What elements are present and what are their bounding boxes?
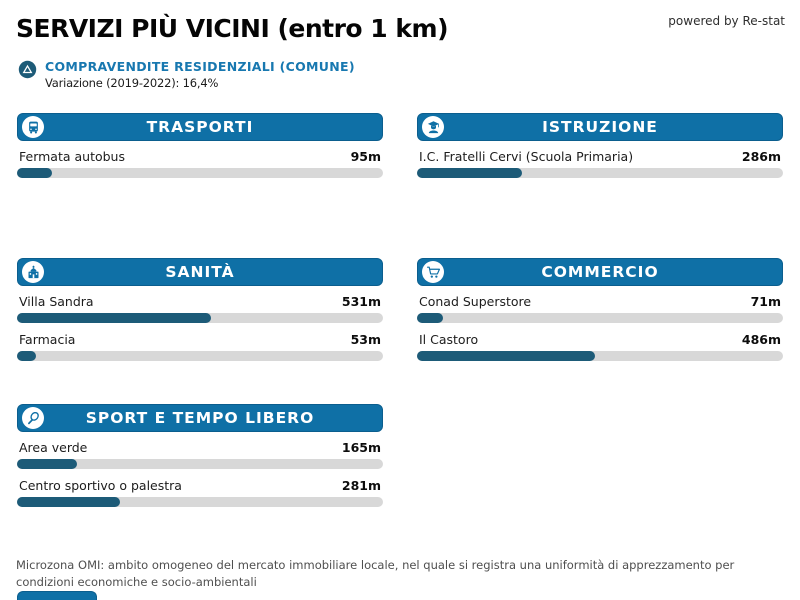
service-label: Conad Superstore <box>419 294 532 309</box>
service-label: I.C. Fratelli Cervi (Scuola Primaria) <box>419 149 634 164</box>
distance-bar-fill <box>17 313 211 323</box>
powered-by-label: powered by Re-stat <box>668 14 785 28</box>
distance-bar-fill <box>17 168 52 178</box>
racket-icon <box>22 407 44 429</box>
panel-items <box>17 141 383 178</box>
distance-bar-track <box>17 497 383 507</box>
distance-bar-track <box>17 168 383 178</box>
hospital-icon <box>22 261 44 283</box>
service-item <box>417 149 783 178</box>
service-label: Villa Sandra <box>19 294 94 309</box>
panel-trasporti <box>17 113 383 178</box>
distance-bar-track <box>417 351 783 361</box>
distance-bar-fill <box>417 168 522 178</box>
distance-value: 95m <box>350 149 381 164</box>
bus-icon <box>22 116 44 138</box>
distance-bar-track <box>417 168 783 178</box>
microzona-note: Microzona OMI: ambito omogeneo del mercato immobiliare locale, nel quale si registra una uniformità di apprezzamento per condizioni economiche e socio-ambientali <box>16 558 735 589</box>
delta-up-icon <box>18 60 37 79</box>
panel-items <box>417 286 783 361</box>
distance-value: 53m <box>350 332 381 347</box>
service-label: Area verde <box>19 440 88 455</box>
page-title: SERVIZI PIÙ VICINI (entro 1 km) <box>16 14 449 43</box>
panel-title: TRASPORTI <box>146 118 254 136</box>
service-label: Fermata autobus <box>19 149 125 164</box>
subheader-text <box>45 59 355 90</box>
panel-sanita <box>17 258 383 361</box>
service-item <box>17 294 383 323</box>
distance-bar-track <box>417 313 783 323</box>
distance-bar-track <box>17 313 383 323</box>
distance-bar-fill <box>17 497 120 507</box>
service-item <box>17 332 383 361</box>
service-label: Farmacia <box>19 332 76 347</box>
distance-bar-track <box>17 459 383 469</box>
panel-header <box>417 113 783 141</box>
cutoff-panel-header <box>17 591 97 600</box>
panel-title: SPORT E TEMPO LIBERO <box>85 409 315 427</box>
service-item <box>17 149 383 178</box>
panel-header <box>17 404 383 432</box>
distance-bar-fill <box>17 351 36 361</box>
service-label: Centro sportivo o palestra <box>19 478 182 493</box>
distance-value: 531m <box>341 294 381 309</box>
panel-istruzione <box>417 113 783 178</box>
panel-items <box>417 141 783 178</box>
distance-value: 71m <box>750 294 781 309</box>
panel-items <box>17 286 383 361</box>
distance-value: 486m <box>741 332 781 347</box>
compravendite-subheader <box>18 59 355 90</box>
graduate-icon <box>422 116 444 138</box>
distance-value: 165m <box>341 440 381 455</box>
compravendite-label: COMPRAVENDITE RESIDENZIALI (COMUNE) <box>45 59 355 74</box>
distance-bar-track <box>17 351 383 361</box>
service-item <box>417 294 783 323</box>
panel-commercio <box>417 258 783 361</box>
distance-value: 286m <box>741 149 781 164</box>
distance-bar-fill <box>417 351 595 361</box>
panel-header <box>417 258 783 286</box>
panel-sport <box>17 404 383 507</box>
cart-icon <box>422 261 444 283</box>
panel-title: ISTRUZIONE <box>542 118 658 136</box>
panel-items <box>17 432 383 507</box>
service-label: Il Castoro <box>419 332 479 347</box>
distance-value: 281m <box>341 478 381 493</box>
panel-title: COMMERCIO <box>541 263 659 281</box>
service-item <box>17 440 383 469</box>
service-item <box>17 478 383 507</box>
panel-header <box>17 258 383 286</box>
service-item <box>417 332 783 361</box>
distance-bar-fill <box>417 313 443 323</box>
variation-label: Variazione (2019-2022): 16,4% <box>45 76 219 90</box>
panel-title: SANITÀ <box>165 263 235 281</box>
panel-header <box>17 113 383 141</box>
distance-bar-fill <box>17 459 77 469</box>
